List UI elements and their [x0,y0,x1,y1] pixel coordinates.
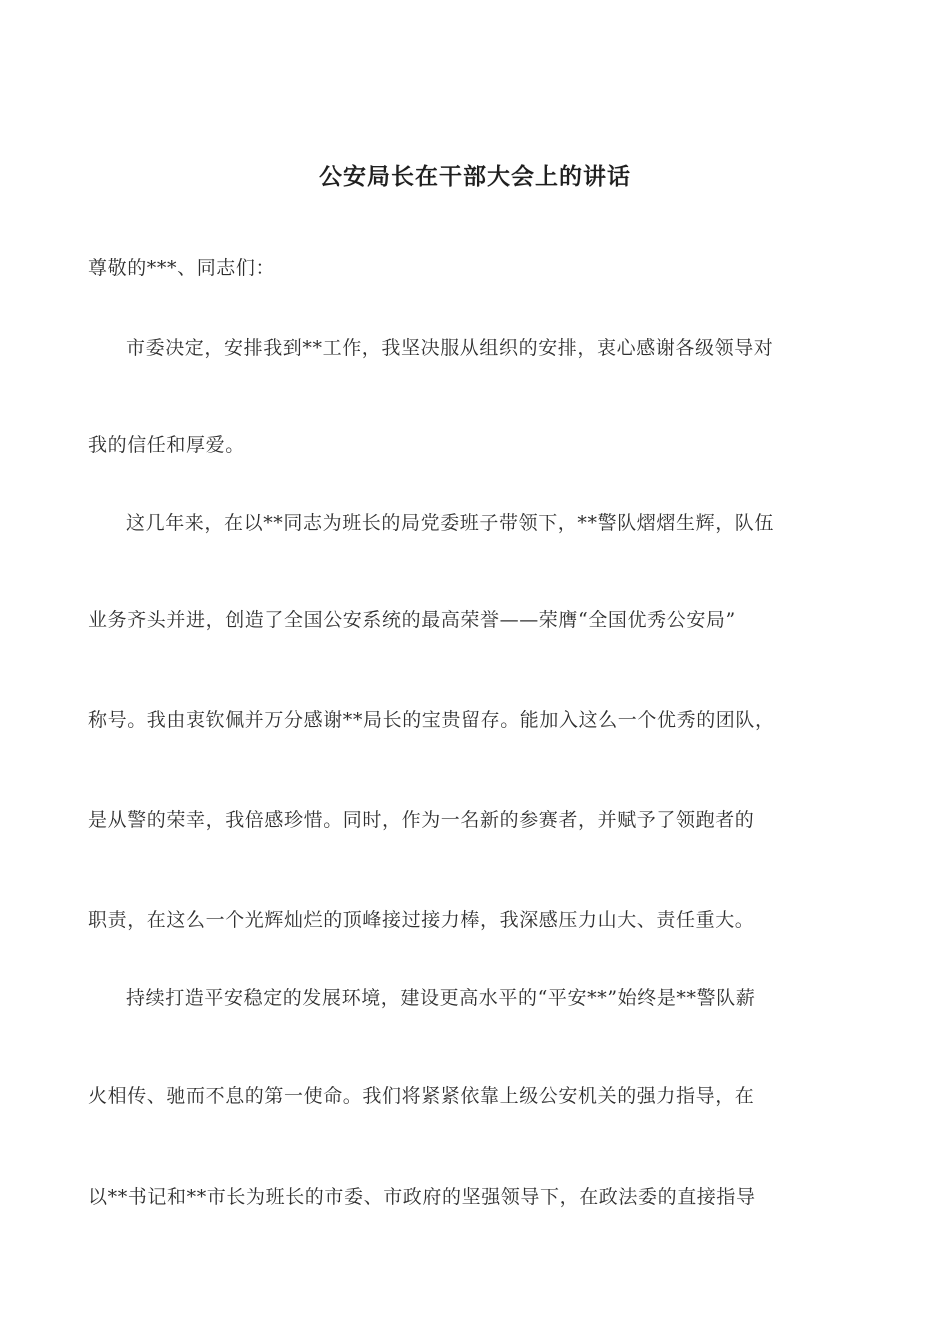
paragraph-line: 持续打造平安稳定的发展环境，建设更高水平的“平安**”始终是**警队薪 [126,987,756,1009]
paragraph-line: 这几年来，在以**同志为班长的局党委班子带领下，**警队熠熠生辉，队伍 [126,512,775,534]
salutation-line: 尊敬的***、同志们： [88,257,276,279]
paragraph-line: 我的信任和厚爱。 [88,434,245,456]
paragraph-line: 业务齐头并进，创造了全国公安系统的最高荣誉——荣膺“全国优秀公安局” [88,609,736,631]
paragraph-line: 以**书记和**市长为班长的市委、市政府的坚强领导下，在政法委的直接指导 [88,1186,756,1208]
paragraph-line: 职责，在这么一个光辉灿烂的顶峰接过接力棒，我深感压力山大、责任重大。 [88,909,755,931]
paragraph-line: 火相传、驰而不息的第一使命。我们将紧紧依靠上级公安机关的强力指导，在 [88,1085,755,1107]
paragraph-line: 称号。我由衷钦佩并万分感谢**局长的宝贵留存。能加入这么一个优秀的团队， [88,709,775,731]
document-title: 公安局长在干部大会上的讲话 [319,163,631,190]
paragraph-line: 市委决定，安排我到**工作，我坚决服从组织的安排，衷心感谢各级领导对 [126,337,774,359]
paragraph-line: 是从警的荣幸，我倍感珍惜。同时，作为一名新的参赛者，并赋予了领跑者的 [88,809,755,831]
